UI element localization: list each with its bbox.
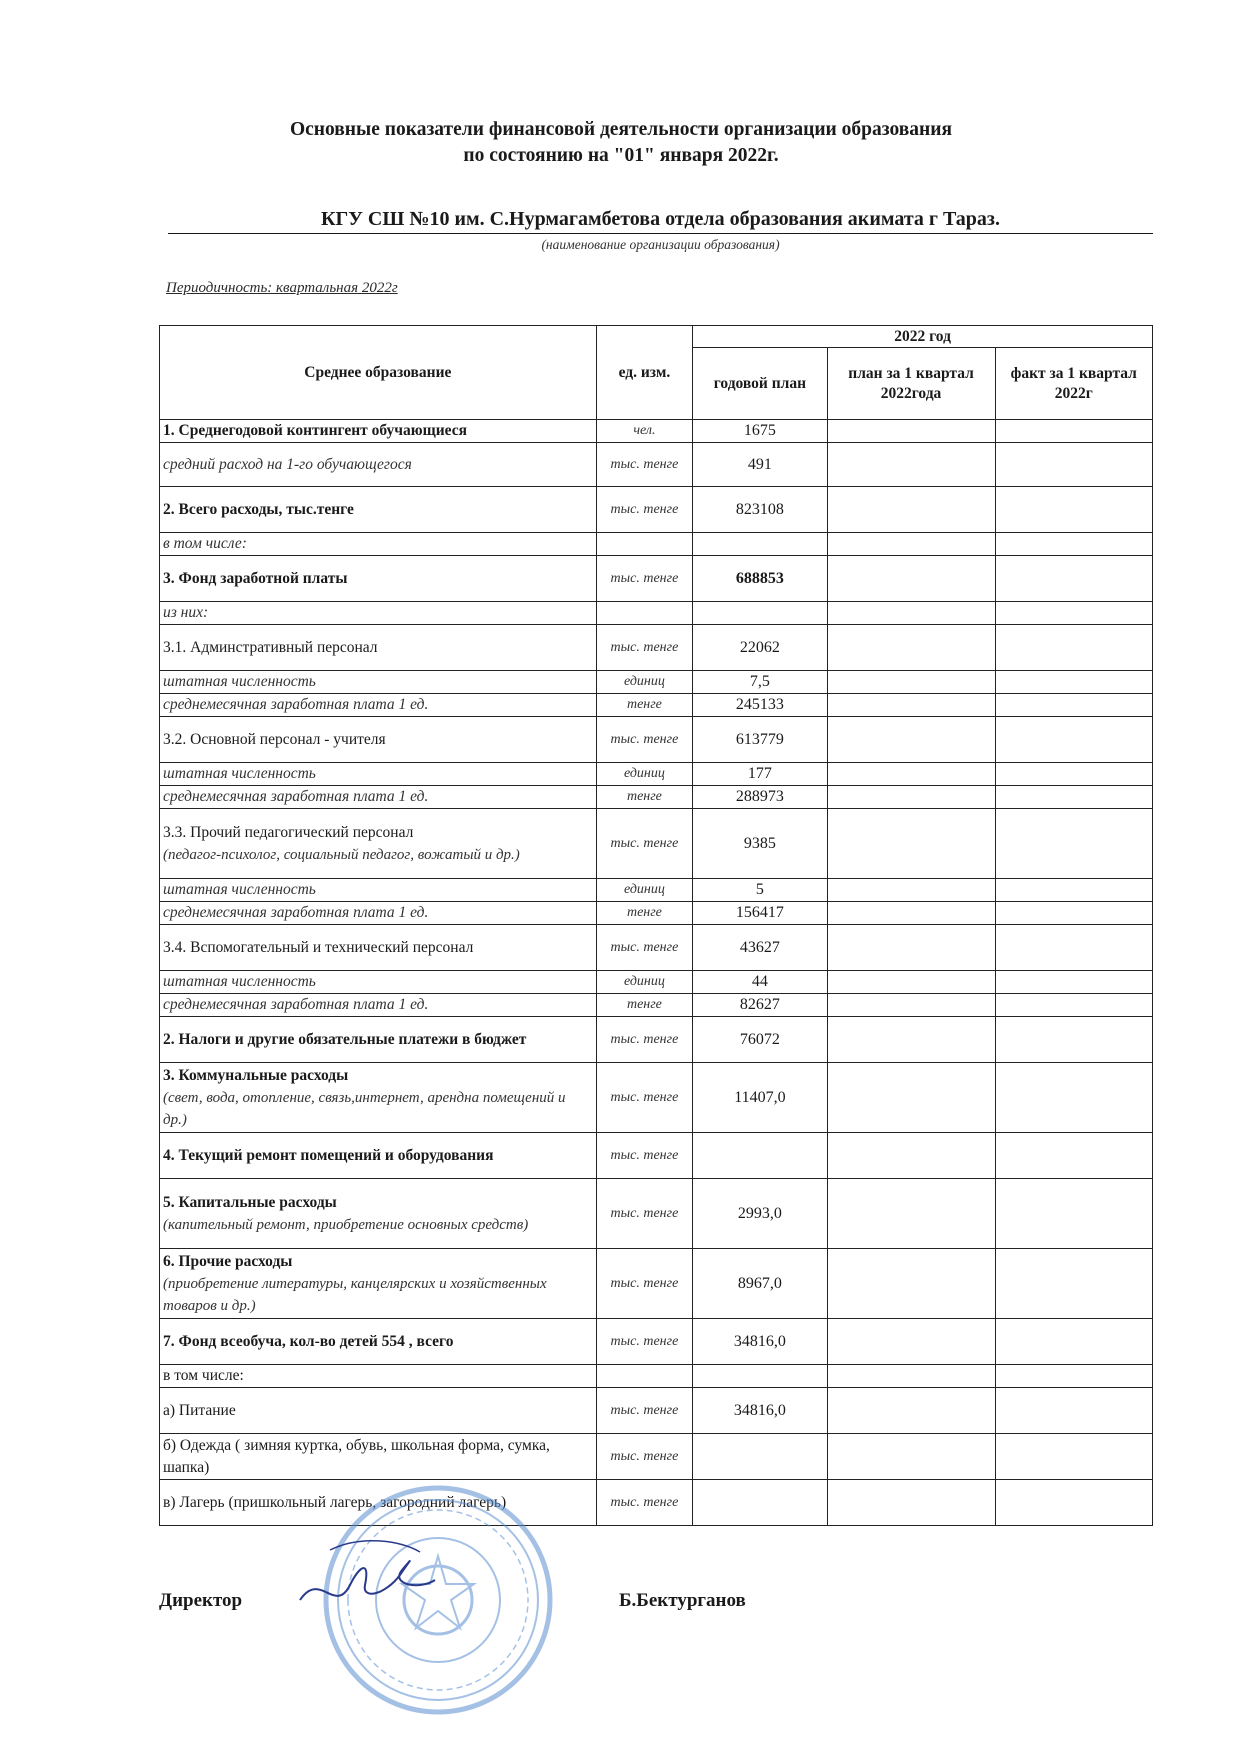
- row-plan-q1: [827, 1434, 995, 1480]
- row-annual-plan: 34816,0: [693, 1319, 827, 1365]
- row-fact-q1: [995, 487, 1153, 533]
- row-name-subtext: (приобретение литературы, канцелярских и хозяйственных товаров и др.): [163, 1275, 547, 1314]
- row-plan-q1: [827, 1249, 995, 1319]
- row-annual-plan: 177: [693, 763, 827, 786]
- row-plan-q1: [827, 809, 995, 879]
- row-name-subtext: (свет, вода, отопление, связь,интернет, арендна помещений и др.): [163, 1089, 566, 1128]
- row-unit: тенге: [596, 786, 693, 809]
- periodicity-note: Периодичность: квартальная 2022г: [166, 280, 398, 296]
- header-unit: ед. изм.: [596, 326, 693, 420]
- row-fact-q1: [995, 671, 1153, 694]
- row-name: [160, 1133, 597, 1179]
- header-plan-q1: план за 1 квартал 2022года: [827, 348, 995, 420]
- row-unit: тыс. тенге: [596, 717, 693, 763]
- row-name-text: в том числе:: [163, 535, 247, 552]
- row-annual-plan: [693, 1133, 827, 1179]
- row-name-text: 3.1. Админстративный персонал: [163, 638, 378, 656]
- row-name: [160, 1017, 597, 1063]
- row-annual-plan: [693, 602, 827, 625]
- row-fact-q1: [995, 420, 1153, 443]
- row-unit: тыс. тенге: [596, 1249, 693, 1319]
- row-annual-plan: 1675: [693, 420, 827, 443]
- row-annual-plan: 82627: [693, 994, 827, 1017]
- row-name: [160, 443, 597, 487]
- row-annual-plan: 245133: [693, 694, 827, 717]
- row-plan-q1: [827, 1388, 995, 1434]
- row-fact-q1: [995, 1249, 1153, 1319]
- row-fact-q1: [995, 809, 1153, 879]
- row-name-text: 7. Фонд всеобуча, кол-во детей 554 , всего: [163, 1332, 454, 1350]
- table-row: [160, 763, 1153, 786]
- director-label: Директор: [159, 1590, 243, 1611]
- row-name-text: штатная численность: [163, 673, 316, 690]
- row-fact-q1: [995, 902, 1153, 925]
- table-body: [160, 420, 1153, 1526]
- row-unit: тенге: [596, 694, 693, 717]
- row-fact-q1: [995, 556, 1153, 602]
- row-unit: тенге: [596, 902, 693, 925]
- row-name-text: в) Лагерь (пришкольный лагерь, загородний лагерь): [163, 1493, 507, 1511]
- row-unit: [596, 1365, 693, 1388]
- row-unit: тыс. тенге: [596, 1017, 693, 1063]
- table-row: [160, 925, 1153, 971]
- row-unit: [596, 533, 693, 556]
- row-name-text: 1. Среднегодовой контингент обучающиеся: [163, 422, 467, 439]
- row-annual-plan: 156417: [693, 902, 827, 925]
- table-row: [160, 625, 1153, 671]
- row-name: [160, 717, 597, 763]
- table-row: [160, 1249, 1153, 1319]
- report-title: [0, 117, 1242, 169]
- row-plan-q1: [827, 902, 995, 925]
- row-unit: тыс. тенге: [596, 925, 693, 971]
- row-plan-q1: [827, 925, 995, 971]
- row-name-text: 3. Фонд заработной платы: [163, 569, 348, 587]
- row-name-text: средний расход на 1-го обучающегося: [163, 455, 412, 473]
- row-plan-q1: [827, 487, 995, 533]
- row-name: [160, 994, 597, 1017]
- row-unit: [596, 602, 693, 625]
- row-plan-q1: [827, 1133, 995, 1179]
- row-fact-q1: [995, 1388, 1153, 1434]
- row-name: [160, 694, 597, 717]
- row-name-text: б) Одежда ( зимняя куртка, обувь, школьная форма, сумка, шапка): [163, 1436, 550, 1476]
- row-plan-q1: [827, 556, 995, 602]
- row-fact-q1: [995, 1017, 1153, 1063]
- row-name-text: 3.3. Прочий педагогический персонал: [163, 823, 414, 841]
- row-name: [160, 671, 597, 694]
- row-name-text: среднемесячная заработная плата 1 ед.: [163, 696, 429, 713]
- row-annual-plan: 2993,0: [693, 1179, 827, 1249]
- row-name: [160, 879, 597, 902]
- row-plan-q1: [827, 533, 995, 556]
- row-annual-plan: 491: [693, 443, 827, 487]
- row-unit: единиц: [596, 879, 693, 902]
- table-row: [160, 879, 1153, 902]
- table-row: [160, 533, 1153, 556]
- row-name: [160, 487, 597, 533]
- row-annual-plan: [693, 1434, 827, 1480]
- row-annual-plan: 7,5: [693, 671, 827, 694]
- row-plan-q1: [827, 625, 995, 671]
- row-plan-q1: [827, 786, 995, 809]
- row-name: [160, 556, 597, 602]
- row-fact-q1: [995, 533, 1153, 556]
- row-annual-plan: 34816,0: [693, 1388, 827, 1434]
- table-row: [160, 556, 1153, 602]
- row-annual-plan: 8967,0: [693, 1249, 827, 1319]
- row-name: [160, 625, 597, 671]
- row-plan-q1: [827, 694, 995, 717]
- row-plan-q1: [827, 994, 995, 1017]
- row-fact-q1: [995, 602, 1153, 625]
- row-annual-plan: 288973: [693, 786, 827, 809]
- table-row: [160, 602, 1153, 625]
- row-unit: тыс. тенге: [596, 1388, 693, 1434]
- row-unit: тыс. тенге: [596, 1434, 693, 1480]
- row-fact-q1: [995, 971, 1153, 994]
- header-category: Среднее образование: [160, 326, 597, 420]
- row-annual-plan: 688853: [693, 556, 827, 602]
- row-plan-q1: [827, 1017, 995, 1063]
- row-unit: тыс. тенге: [596, 1063, 693, 1133]
- row-name-text: в том числе:: [163, 1367, 244, 1384]
- table-row: [160, 1365, 1153, 1388]
- row-fact-q1: [995, 625, 1153, 671]
- report-title-line2: по состоянию на "01" января 2022г.: [463, 145, 779, 166]
- table-row: [160, 786, 1153, 809]
- row-fact-q1: [995, 694, 1153, 717]
- row-plan-q1: [827, 1480, 995, 1526]
- row-name: [160, 602, 597, 625]
- row-name-text: 6. Прочие расходы: [163, 1252, 293, 1270]
- row-fact-q1: [995, 443, 1153, 487]
- row-fact-q1: [995, 879, 1153, 902]
- table-row: [160, 420, 1153, 443]
- row-name: [160, 1249, 597, 1319]
- table-row: [160, 1434, 1153, 1480]
- row-plan-q1: [827, 1319, 995, 1365]
- row-fact-q1: [995, 1179, 1153, 1249]
- table-row: [160, 902, 1153, 925]
- table-row: [160, 809, 1153, 879]
- row-name-text: 2. Налоги и другие обязательные платежи в бюджет: [163, 1030, 527, 1048]
- row-name-text: 3.2. Основной персонал - учителя: [163, 730, 386, 748]
- row-name: [160, 1365, 597, 1388]
- row-name: [160, 902, 597, 925]
- row-name-subtext: (капительный ремонт, приобретение основных средств): [163, 1216, 529, 1233]
- row-fact-q1: [995, 1480, 1153, 1526]
- row-plan-q1: [827, 602, 995, 625]
- row-unit: единиц: [596, 971, 693, 994]
- row-plan-q1: [827, 763, 995, 786]
- report-title-line1: Основные показатели финансовой деятельности организации образования: [289, 119, 953, 140]
- row-name-text: из них:: [163, 604, 209, 621]
- table-row: [160, 1133, 1153, 1179]
- header-annual-plan: годовой план: [693, 348, 827, 420]
- row-name-text: 2. Всего расходы, тыс.тенге: [163, 500, 354, 518]
- row-name: [160, 1179, 597, 1249]
- table-row: [160, 717, 1153, 763]
- row-plan-q1: [827, 420, 995, 443]
- table-row: [160, 1480, 1153, 1526]
- row-fact-q1: [995, 994, 1153, 1017]
- row-annual-plan: 823108: [693, 487, 827, 533]
- row-fact-q1: [995, 717, 1153, 763]
- row-plan-q1: [827, 443, 995, 487]
- row-annual-plan: 43627: [693, 925, 827, 971]
- row-plan-q1: [827, 971, 995, 994]
- row-unit: тыс. тенге: [596, 1319, 693, 1365]
- organization-caption: (наименование организации образования): [541, 237, 780, 252]
- director-signature: [290, 1530, 440, 1625]
- row-annual-plan: 76072: [693, 1017, 827, 1063]
- row-plan-q1: [827, 879, 995, 902]
- row-name: [160, 1388, 597, 1434]
- row-name-subtext: (педагог-психолог, социальный педагог, вожатый и др.): [163, 846, 520, 863]
- row-fact-q1: [995, 763, 1153, 786]
- table-row: [160, 994, 1153, 1017]
- row-name-text: 5. Капитальные расходы: [163, 1193, 337, 1211]
- row-unit: тенге: [596, 994, 693, 1017]
- row-unit: тыс. тенге: [596, 487, 693, 533]
- row-unit: единиц: [596, 671, 693, 694]
- table-row: [160, 1319, 1153, 1365]
- table-row: [160, 1063, 1153, 1133]
- row-name: [160, 763, 597, 786]
- row-unit: тыс. тенге: [596, 809, 693, 879]
- table-row: [160, 1179, 1153, 1249]
- row-name-text: 4. Текущий ремонт помещений и оборудования: [163, 1146, 494, 1164]
- row-unit: тыс. тенге: [596, 443, 693, 487]
- financial-indicators-table: [159, 325, 1153, 1526]
- row-unit: чел.: [596, 420, 693, 443]
- row-unit: единиц: [596, 763, 693, 786]
- director-name: Б.Бектурганов: [619, 1590, 746, 1611]
- table-row: [160, 971, 1153, 994]
- header-fact-q1: факт за 1 квартал 2022г: [995, 348, 1153, 420]
- row-fact-q1: [995, 1063, 1153, 1133]
- header-year-group: 2022 год: [693, 326, 1153, 348]
- row-plan-q1: [827, 717, 995, 763]
- row-plan-q1: [827, 671, 995, 694]
- row-name: [160, 786, 597, 809]
- organization-name: КГУ СШ №10 им. С.Нурмагамбетова отдела образования акимата г Тараз.: [168, 207, 1153, 234]
- row-fact-q1: [995, 786, 1153, 809]
- row-name: [160, 533, 597, 556]
- table-row: [160, 487, 1153, 533]
- row-annual-plan: [693, 1365, 827, 1388]
- row-fact-q1: [995, 1319, 1153, 1365]
- row-unit: тыс. тенге: [596, 1179, 693, 1249]
- row-name: [160, 420, 597, 443]
- row-annual-plan: 5: [693, 879, 827, 902]
- row-fact-q1: [995, 925, 1153, 971]
- table-row: [160, 671, 1153, 694]
- table-row: [160, 694, 1153, 717]
- table-row: [160, 443, 1153, 487]
- row-name-text: штатная численность: [163, 765, 316, 782]
- row-annual-plan: [693, 1480, 827, 1526]
- row-plan-q1: [827, 1063, 995, 1133]
- row-annual-plan: 613779: [693, 717, 827, 763]
- row-unit: тыс. тенге: [596, 556, 693, 602]
- row-name: [160, 971, 597, 994]
- row-name-text: среднемесячная заработная плата 1 ед.: [163, 788, 429, 805]
- row-name-text: среднемесячная заработная плата 1 ед.: [163, 996, 429, 1013]
- row-name: [160, 1434, 597, 1480]
- row-fact-q1: [995, 1365, 1153, 1388]
- row-name-text: среднемесячная заработная плата 1 ед.: [163, 904, 429, 921]
- row-name-text: штатная численность: [163, 881, 316, 898]
- row-fact-q1: [995, 1133, 1153, 1179]
- row-fact-q1: [995, 1434, 1153, 1480]
- row-name: [160, 1063, 597, 1133]
- row-annual-plan: 22062: [693, 625, 827, 671]
- row-name-text: а) Питание: [163, 1401, 236, 1419]
- row-annual-plan: 11407,0: [693, 1063, 827, 1133]
- row-plan-q1: [827, 1365, 995, 1388]
- row-unit: тыс. тенге: [596, 1480, 693, 1526]
- row-name: [160, 1319, 597, 1365]
- row-name: [160, 925, 597, 971]
- row-name-text: 3.4. Вспомогательный и технический персонал: [163, 938, 474, 956]
- row-name-text: штатная численность: [163, 973, 316, 990]
- row-unit: тыс. тенге: [596, 625, 693, 671]
- table-row: [160, 1388, 1153, 1434]
- row-annual-plan: 44: [693, 971, 827, 994]
- row-plan-q1: [827, 1179, 995, 1249]
- table-row: [160, 1017, 1153, 1063]
- row-annual-plan: 9385: [693, 809, 827, 879]
- row-unit: тыс. тенге: [596, 1133, 693, 1179]
- row-name: [160, 809, 597, 879]
- row-annual-plan: [693, 533, 827, 556]
- row-name-text: 3. Коммунальные расходы: [163, 1066, 349, 1084]
